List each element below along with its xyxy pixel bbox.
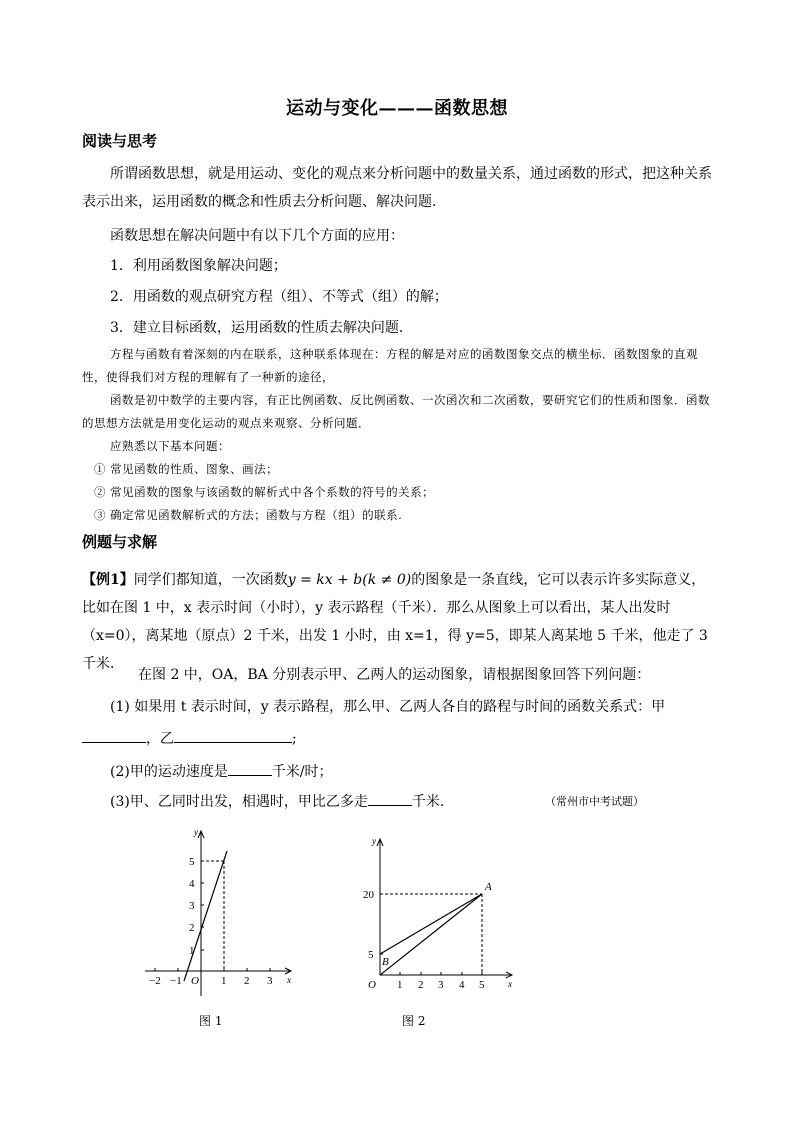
x-tick-label: 2 [244, 975, 250, 987]
x-tick-label: 2 [418, 979, 424, 991]
example-formula: y = kx + b(k ≠ 0) [287, 572, 412, 588]
circled-item-3: ③ 确定常见函数解析式的方法；函数与方程（组）的联系. [94, 508, 403, 522]
y-axis-label: y [194, 827, 198, 837]
note-basic-problems: 应熟悉以下基本问题： [110, 439, 230, 453]
x-tick-label: 3 [438, 979, 444, 991]
circled-item-1: ① 常见函数的性质、图象、画法； [94, 462, 279, 476]
answer-blank-distance [368, 791, 412, 806]
answer-blank-speed [228, 761, 272, 776]
section-heading-reading: 阅读与思考 [82, 132, 158, 150]
function-line [184, 851, 227, 981]
x-axis-label: x [508, 979, 512, 989]
example-figure2-intro: 在图 2 中，OA，BA 分别表示甲、乙两人的运动图象，请根据图象回答下列问题： [138, 667, 651, 683]
note-function-content: 函数是初中数学的主要内容，有正比例函数、反比例函数、一次函次和二次函数，要研究它们的性质和图象．函数的思想方法就是用变化运动的观点来观察、分析问题． [82, 393, 710, 430]
figure-1-graph [140, 822, 300, 1002]
figure-2-graph [360, 832, 520, 1002]
list-item-2: 2．用函数的观点研究方程（组）、不等式（组）的解； [110, 289, 448, 305]
question-2 [110, 758, 714, 786]
x-tick-label: 1 [221, 975, 227, 987]
example-text-1: 同学们都知道，一次函数 [133, 572, 288, 588]
question-2-text: (2)甲的运动速度是 [110, 764, 228, 780]
list-item-3: 3．建立目标函数，运用函数的性质去解决问题. [110, 320, 404, 336]
y-tick-label: 1 [189, 945, 195, 957]
point-b-label: B [382, 956, 389, 968]
question-1-blanks [82, 725, 714, 753]
figure-2-caption: 图 2 [402, 1014, 426, 1028]
question-1-yi: ，乙 [146, 731, 174, 747]
example-label: 【例1】 [82, 572, 134, 588]
y-tick-label: 2 [189, 922, 195, 934]
question-3-text: (3)甲、乙同时出发，相遇时，甲比乙多走 [110, 794, 368, 810]
source-note: （常州市中考试题） [545, 795, 644, 808]
x-tick-label: −2 [149, 975, 161, 987]
circled-item-2: ② 常见函数的图象与该函数的解析式中各个系数的符号的关系； [94, 485, 435, 499]
question-3-unit: 千米. [411, 794, 445, 810]
note-equation-function: 方程与函数有着深刻的内在联系，这种联系体现在：方程的解是对应的函数图象交点的横坐标．函数图象的直观性，使得我们对方程的理解有了一种新的途径， [82, 347, 698, 384]
example-text-2: 的图象是一条直线，它可以表示许多实际意义，比如在图 1 中，x 表示时间（小时），y 表示路程（千米）．那么从图象上可以看出，某人出发时（x=0），离某地（原点）2 千米，出发 1 小时，由 x=1，得 y=5，即某人离某地 5 千米，他走了 3 千米． [82, 572, 708, 672]
figure-1-caption: 图 1 [199, 1014, 223, 1028]
answer-blank-jia [82, 728, 146, 743]
x-tick-label: 5 [479, 979, 485, 991]
x-tick-label: 4 [459, 979, 465, 991]
question-3 [110, 788, 540, 816]
origin-label: O [368, 979, 376, 991]
line-oa-jia [380, 894, 482, 975]
question-2-unit: 千米/时； [271, 764, 333, 780]
x-axis-label: x [287, 975, 291, 985]
page-title: 运动与变化———函数思想 [286, 98, 508, 119]
y-tick-label: 20 [363, 889, 374, 901]
section-heading-examples: 例题与求解 [82, 533, 158, 551]
y-tick-label: 3 [189, 900, 195, 912]
list-item-1: 1．利用函数图象解决问题； [110, 258, 287, 274]
x-tick-label: −1 [170, 975, 182, 987]
y-tick-label: 5 [189, 856, 195, 868]
origin-label: O [191, 975, 199, 987]
y-tick-label: 5 [368, 949, 374, 961]
paragraph-definition: 所谓函数思想，就是用运动、变化的观点来分析问题中的数量关系，通过函数的形式，把这种关系表示出来，运用函数的概念和性质去分析问题、解决问题. [82, 166, 712, 210]
paragraph-applications: 函数思想在解决问题中有以下几个方面的应用： [110, 228, 404, 244]
question-1-end: ; [292, 731, 297, 747]
answer-blank-yi [174, 728, 292, 743]
x-tick-label: 1 [397, 979, 403, 991]
y-axis-label: y [372, 836, 376, 846]
question-1-text: (1) 如果用 t 表示时间，y 表示路程，那么甲、乙两人各自的路程与时间的函数关系式：甲 [110, 699, 666, 715]
line-ba-yi [380, 894, 482, 954]
x-tick-label: 3 [267, 975, 273, 987]
question-1 [110, 693, 714, 721]
point-a-label: A [485, 881, 492, 893]
y-tick-label: 4 [189, 878, 195, 890]
